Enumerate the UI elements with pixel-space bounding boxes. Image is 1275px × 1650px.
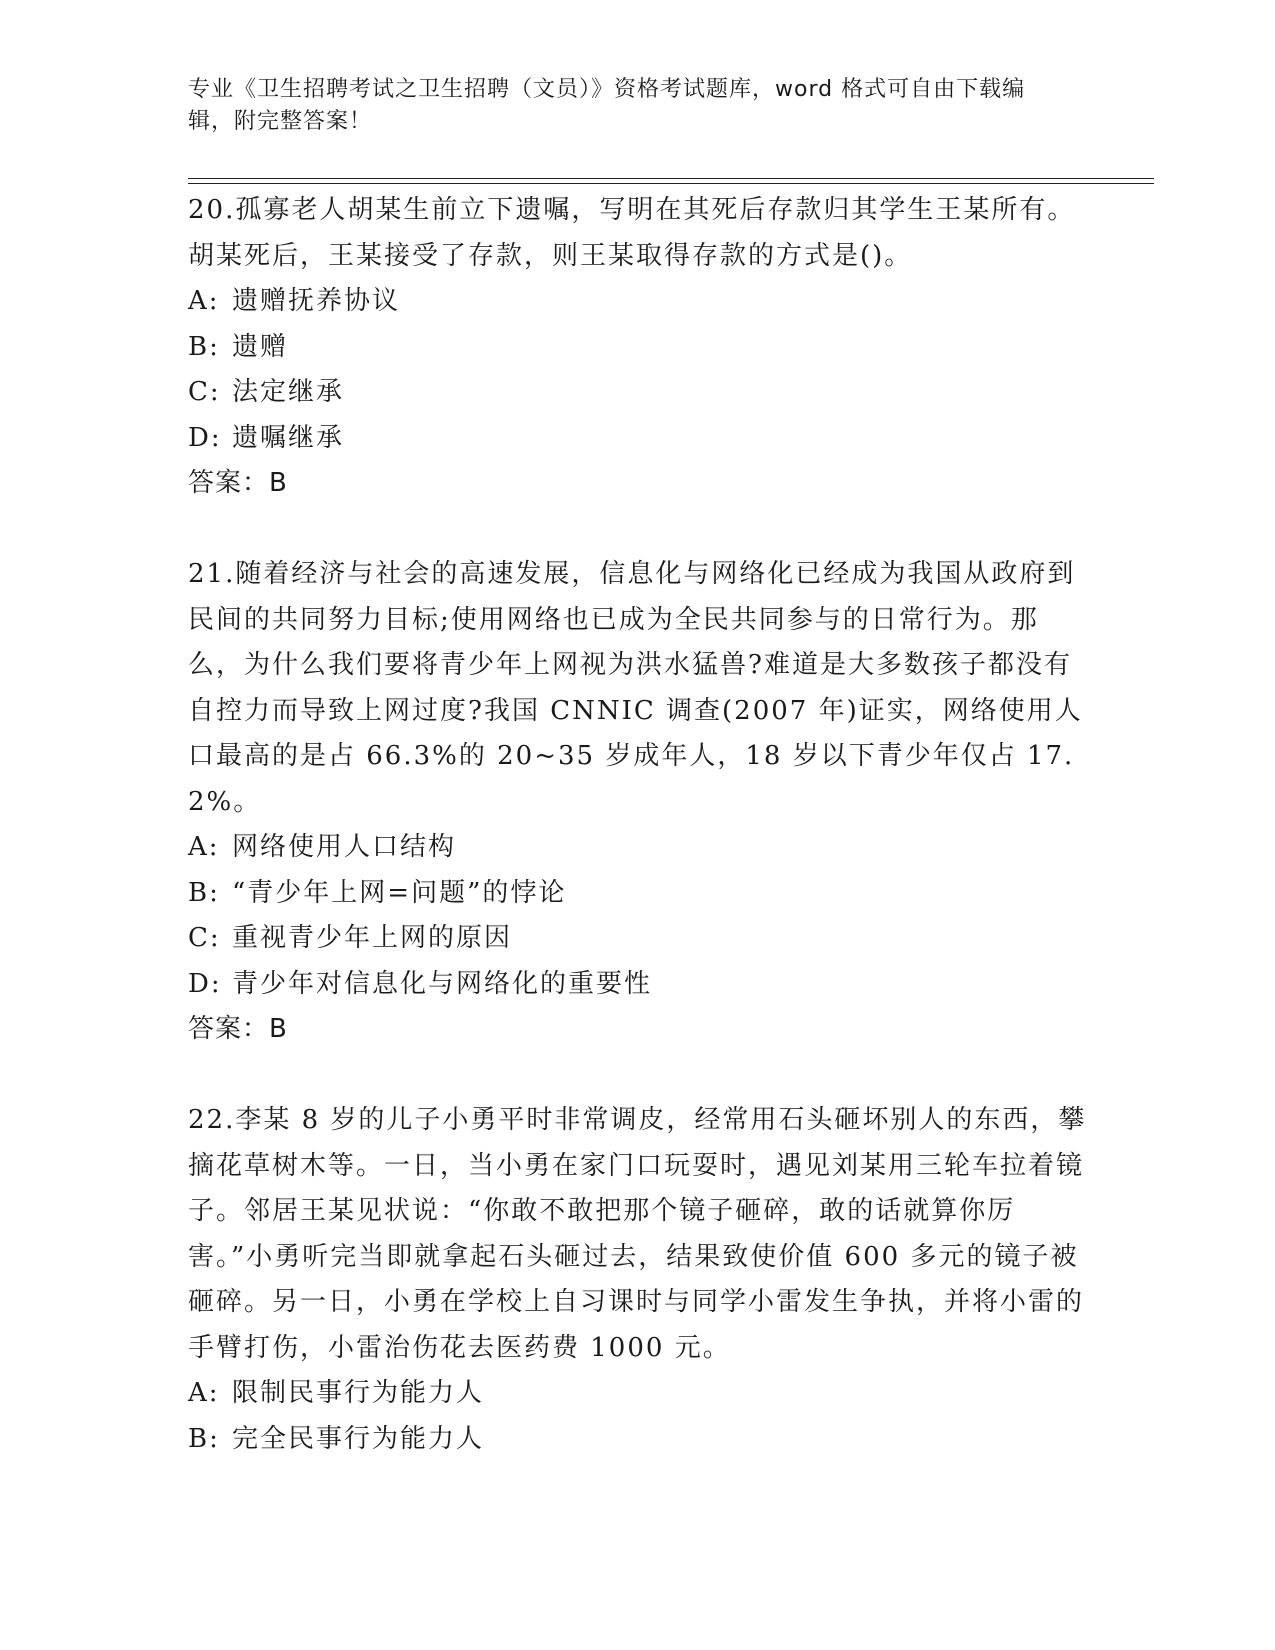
option-text: 完全民事行为能力人 bbox=[232, 1423, 485, 1454]
option-letter: C: bbox=[188, 377, 221, 407]
option-b bbox=[188, 325, 1088, 371]
option-text: 限制民事行为能力人 bbox=[232, 1378, 485, 1408]
question-spacer bbox=[188, 1053, 1088, 1099]
option-text: 重视青少年上网的原因 bbox=[232, 923, 513, 953]
option-text: 青少年对信息化与网络化的重要性 bbox=[232, 968, 653, 999]
option-text: 遗嘱继承 bbox=[232, 422, 345, 453]
option-letter: B: bbox=[188, 1423, 220, 1454]
header-divider bbox=[188, 178, 1154, 184]
question-stem: 22.李某 8 岁的儿子小勇平时非常调皮，经常用石头砸坏别人的东西，攀摘花草树木等。一日，当小勇在家门口玩耍时，遇见刘某用三轮车拉着镜子。邻居王某见状说：“你敢不敢把那个镜子砸碎，敢的话就算你厉害。”小勇听完当即就拿起石头砸过去，结果致使价值 600 多元的镜子被砸碎。另一日，小勇在学校上自习课时与同学小雷发生争执，并将小雷的手臂打伤，小雷治伤花去医药费 1000 元。 bbox=[188, 1105, 1087, 1363]
question-21 bbox=[188, 552, 1088, 1053]
option-letter: A: bbox=[188, 1378, 220, 1408]
option-text: 遗赠 bbox=[232, 331, 289, 362]
option-a bbox=[188, 1371, 1088, 1417]
option-letter: B: bbox=[188, 331, 220, 362]
option-letter: B: bbox=[188, 877, 220, 908]
option-letter: A: bbox=[188, 832, 220, 862]
question-stem: 21.随着经济与社会的高速发展，信息化与网络化已经成为我国从政府到民间的共同努力目标;使用网络也已成为全民共同参与的日常行为。那么，为什么我们要将青少年上网视为洪水猛兽?难道是大多数孩子都没有自控力而导致上网过度?我国 CNNIC 调查(2007 年)证实，网络使用人口最高的是占 66.3%的 20~35 岁成年人，18 岁以下青少年仅占 17.2%。 bbox=[188, 559, 1083, 817]
question-22 bbox=[188, 1098, 1088, 1462]
question-stem: 20.孤寡老人胡某生前立下遗嘱，写明在其死后存款归其学生王某所有。胡某死后，王某接受了存款，则王某取得存款的方式是()。 bbox=[188, 195, 1076, 271]
option-d bbox=[188, 416, 1088, 462]
option-letter: D: bbox=[188, 422, 222, 453]
answer-line: 答案：B bbox=[188, 468, 288, 498]
option-letter: D: bbox=[188, 968, 222, 999]
option-letter: A: bbox=[188, 286, 220, 316]
option-text: 网络使用人口结构 bbox=[232, 832, 457, 862]
question-spacer bbox=[188, 507, 1088, 553]
answer-line: 答案：B bbox=[188, 1014, 288, 1044]
option-text: 法定继承 bbox=[232, 377, 345, 407]
option-a bbox=[188, 825, 1088, 871]
option-b bbox=[188, 871, 1088, 917]
option-text: “青少年上网=问题”的悖论 bbox=[232, 877, 567, 908]
option-c bbox=[188, 916, 1088, 962]
option-letter: C: bbox=[188, 923, 221, 953]
question-list bbox=[188, 188, 1088, 1462]
option-b bbox=[188, 1417, 1088, 1463]
page-header: 专业《卫生招聘考试之卫生招聘（文员）》资格考试题库，word 格式可自由下载编辑，附完整答案！ bbox=[188, 77, 1026, 134]
option-text: 遗赠抚养协议 bbox=[232, 286, 401, 316]
option-c bbox=[188, 370, 1088, 416]
question-20 bbox=[188, 188, 1088, 507]
option-d bbox=[188, 962, 1088, 1008]
option-a bbox=[188, 279, 1088, 325]
